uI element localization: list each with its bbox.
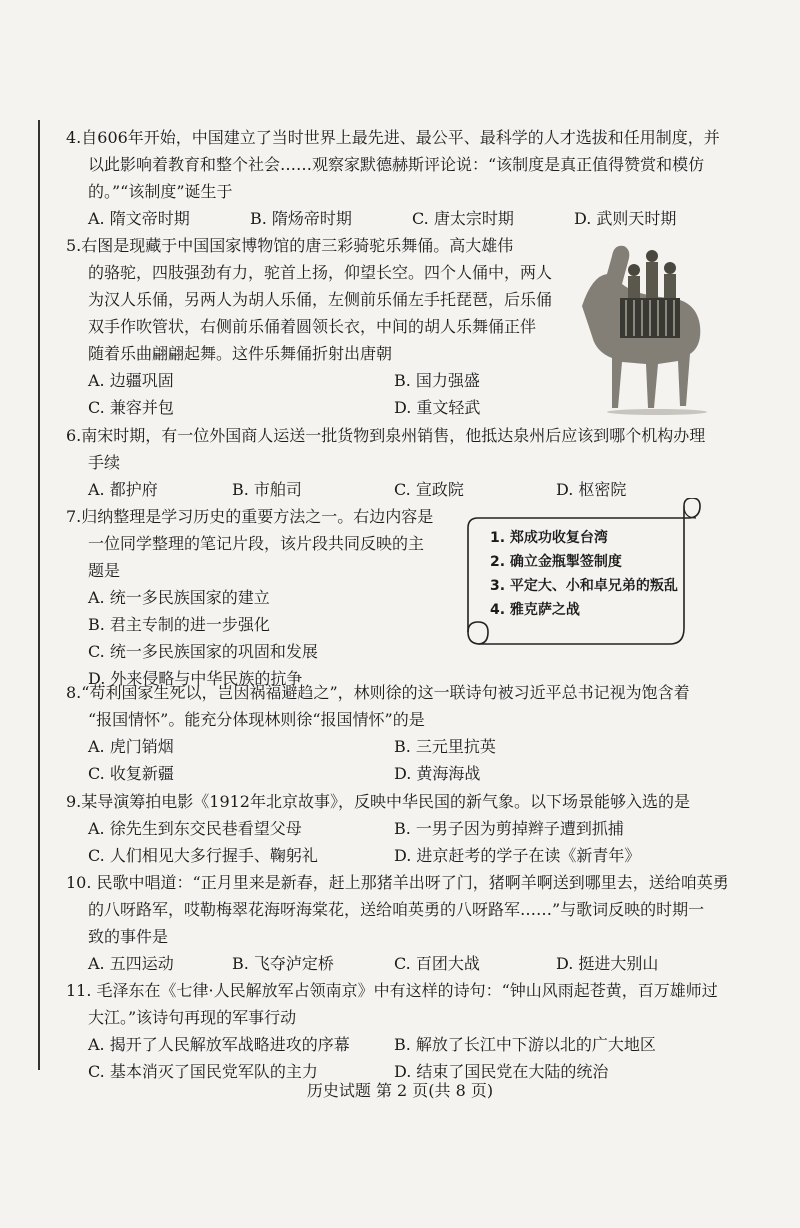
- q9-option-d: D. 进京赶考的学子在读《新青年》: [394, 846, 641, 865]
- q6-option-c: C. 宣政院: [394, 480, 464, 499]
- question-9: [66, 788, 766, 869]
- q4-line-3: 的。”“该制度”诞生于: [88, 182, 233, 201]
- tang-sancai-camel-figurine-image: [562, 236, 712, 416]
- q8-option-c: C. 收复新疆: [88, 764, 174, 783]
- q10-option-c: C. 百团大战: [394, 954, 480, 973]
- page-footer: 历史试题 第 2 页(共 8 页): [306, 1081, 494, 1100]
- q7-option-a: A. 统一多民族国家的建立: [88, 588, 270, 607]
- q5-line-4: 双手作吹管状，右侧前乐俑着圆领长衣，中间的胡人乐舞俑正伴: [88, 317, 537, 336]
- q8-option-a: A. 虎门销烟: [88, 737, 174, 756]
- notes-item-4: 4. 雅克萨之战: [490, 602, 580, 618]
- q5-line-5: 随着乐曲翩翩起舞。这件乐舞俑折射出唐朝: [88, 344, 393, 363]
- q5-line-1: 5.右图是现藏于中国国家博物馆的唐三彩骑驼乐舞俑。高大雄伟: [66, 236, 514, 255]
- question-11: [66, 977, 766, 1085]
- q11-option-b: B. 解放了长江中下游以北的广大地区: [394, 1035, 656, 1054]
- question-6: [66, 422, 766, 503]
- notes-list: [490, 526, 690, 622]
- q10-line-1: 10. 民歌中唱道：“正月里来是新春，赶上那猪羊出呀了门，猪啊羊啊送到哪里去，送给咱英勇: [66, 873, 729, 892]
- q9-option-a: A. 徐先生到东交民巷看望父母: [88, 819, 302, 838]
- question-8: [66, 679, 766, 787]
- q6-option-a: A. 都护府: [88, 480, 158, 499]
- q4-line-2: 以此影响着教育和整个社会……观察家默德赫斯评论说：“该制度是真正值得赞赏和模仿: [88, 155, 705, 174]
- q8-option-b: B. 三元里抗英: [394, 737, 496, 756]
- q7-option-d: D. 外来侵略与中华民族的抗争: [88, 669, 303, 688]
- margin-line: [38, 120, 40, 1070]
- q5-option-b: B. 国力强盛: [394, 371, 480, 390]
- q11-option-a: A. 揭开了人民解放军战略进攻的序幕: [88, 1035, 350, 1054]
- q5-option-a: A. 边疆巩固: [88, 371, 174, 390]
- q9-option-c: C. 人们相见大多行握手、鞠躬礼: [88, 846, 318, 865]
- q4-line-1: 4.自606年开始，中国建立了当时世界上最先进、最公平、最科学的人才选拔和任用制度，并: [66, 128, 720, 147]
- q8-line-2: “报国情怀”。能充分体现林则徐“报国情怀”的是: [88, 710, 425, 729]
- q4-option-a: A. 隋文帝时期: [88, 209, 190, 228]
- q7-option-b: B. 君主专制的进一步强化: [88, 615, 270, 634]
- notes-item-2: 2. 确立金瓶掣签制度: [490, 554, 622, 570]
- q10-option-d: D. 挺进大别山: [556, 954, 659, 973]
- q10-options: [66, 950, 766, 977]
- q9-options-row-2: [66, 842, 766, 869]
- question-10: [66, 869, 766, 977]
- q4-option-d: D. 武则天时期: [574, 209, 677, 228]
- q6-option-b: B. 市舶司: [232, 480, 302, 499]
- q11-line-1: 11. 毛泽东在《七律·人民解放军占领南京》中有这样的诗句：“钟山风雨起苍黄，百万雄师过: [66, 981, 718, 1000]
- q10-line-2: 的八呀路军，哎勒梅翠花海呀海棠花，送给咱英勇的八呀路军……”与歌词反映的时期一: [88, 900, 705, 919]
- q5-option-c: C. 兼容并包: [88, 398, 174, 417]
- q9-line-1: 9.某导演筹拍电影《1912年北京故事》，反映中华民国的新气象。以下场景能够入选的是: [66, 792, 690, 811]
- q10-line-3: 致的事件是: [88, 927, 169, 946]
- q6-line-1: 6.南宋时期，有一位外国商人运送一批货物到泉州销售，他抵达泉州后应该到哪个机构办理: [66, 426, 706, 445]
- notes-item-1: 1. 郑成功收复台湾: [490, 530, 608, 546]
- q11-option-d: D. 结束了国民党在大陆的统治: [394, 1062, 609, 1081]
- question-4: [66, 124, 766, 232]
- q4-options: [66, 205, 766, 232]
- q6-option-d: D. 枢密院: [556, 480, 627, 499]
- q5-line-3: 为汉人乐俑，另两人为胡人乐俑，左侧前乐俑左手托琵琶，后乐俑: [88, 290, 553, 309]
- q4-option-c: C. 唐太宗时期: [412, 209, 514, 228]
- q8-option-d: D. 黄海海战: [394, 764, 481, 783]
- q5-option-d: D. 重文轻武: [394, 398, 481, 417]
- q5-line-2: 的骆驼，四肢强劲有力，驼首上扬，仰望长空。四个人俑中，两人: [88, 263, 553, 282]
- q11-line-2: 大江。”该诗句再现的军事行动: [88, 1008, 297, 1027]
- q8-options-row-2: [66, 760, 766, 787]
- q7-option-c: C. 统一多民族国家的巩固和发展: [88, 642, 318, 661]
- q9-option-b: B. 一男子因为剪掉辫子遭到抓捕: [394, 819, 624, 838]
- q8-line-1: 8.“苟利国家生死以，岂因祸福避趋之”，林则徐的这一联诗句被习近平总书记视为饱含着: [66, 683, 690, 702]
- q10-option-a: A. 五四运动: [88, 954, 174, 973]
- q10-option-b: B. 飞夺泸定桥: [232, 954, 334, 973]
- q11-options-row-1: [66, 1031, 766, 1058]
- q11-option-c: C. 基本消灭了国民党军队的主力: [88, 1062, 318, 1081]
- q8-options-row-1: [66, 733, 766, 760]
- q9-options-row-1: [66, 815, 766, 842]
- q7-line-2: 一位同学整理的笔记片段，该片段共同反映的主: [88, 534, 425, 553]
- q7-line-3: 题是: [88, 561, 121, 580]
- q7-line-1: 7.归纳整理是学习历史的重要方法之一。右边内容是: [66, 507, 434, 526]
- q6-line-2: 手续: [88, 453, 121, 472]
- notes-item-3: 3. 平定大、小和卓兄弟的叛乱: [490, 578, 678, 594]
- q4-option-b: B. 隋炀帝时期: [250, 209, 352, 228]
